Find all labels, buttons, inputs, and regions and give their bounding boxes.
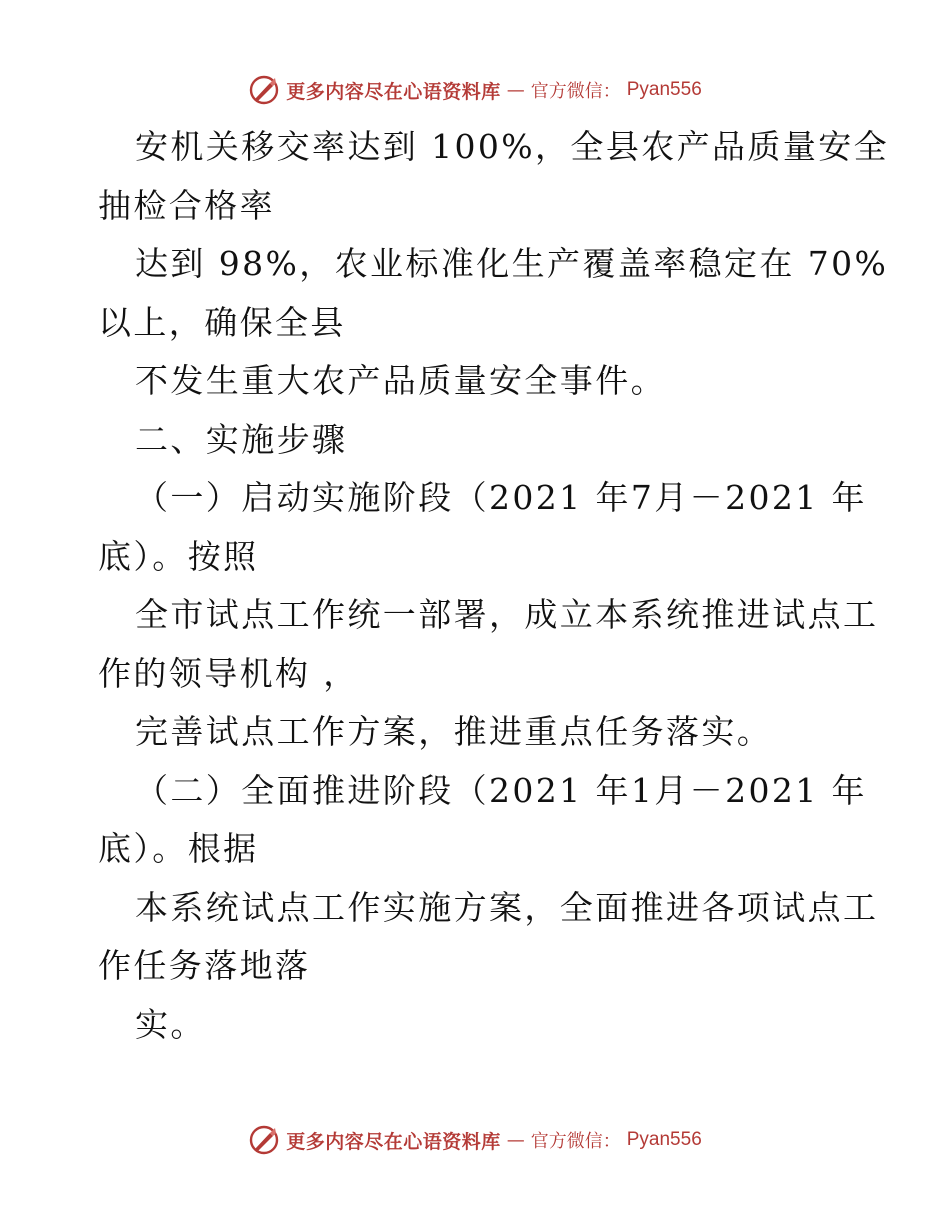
quill-logo-icon — [248, 1124, 280, 1156]
watermark-wechat-id: Pyan556 — [626, 1129, 702, 1150]
body-line: 作任务落地落 — [98, 946, 311, 985]
subsection-heading: （二）全面推进阶段（2021 年1月－2021 年 — [135, 770, 867, 810]
body-line: 完善试点工作方案，推进重点任务落实。 — [135, 712, 773, 751]
body-line: 不发生重大农产品质量安全事件。 — [135, 361, 666, 400]
watermark-wechat-id: Pyan556 — [626, 79, 702, 100]
subsection-heading: （一）启动实施阶段（2021 年7月－2021 年 — [135, 478, 867, 517]
body-line: 本系统试点工作实施方案，全面推进各项试点工 — [135, 887, 879, 927]
body-line: 安机关移交率达到 100%，全县农产品质量安全 — [135, 127, 890, 166]
body-line: 作的领导机构 ， — [98, 653, 359, 693]
footer-watermark-banner — [0, 1120, 950, 1160]
quill-logo-icon — [248, 74, 280, 106]
watermark-separator: — — [506, 79, 525, 101]
watermark-site-name: 更多内容尽在心语资料库 — [286, 80, 501, 103]
body-line: 抽检合格率 — [98, 185, 275, 225]
header-watermark-banner — [0, 70, 950, 110]
body-line: 底）。根据 — [98, 829, 259, 868]
body-line: 达到 98%，农业标准化生产覆盖率稳定在 70% — [135, 244, 889, 283]
body-line: 以上，确保全县 — [98, 302, 346, 342]
watermark-site-name: 更多内容尽在心语资料库 — [286, 1130, 501, 1153]
document-body — [98, 118, 890, 1054]
body-line: 底）。按照 — [98, 536, 259, 576]
section-heading: 二、实施步骤 — [135, 419, 348, 459]
watermark-wechat-label: 官方微信： — [530, 1131, 621, 1152]
body-line: 全市试点工作统一部署，成立本系统推进试点工 — [135, 595, 879, 634]
watermark-separator: — — [506, 1129, 525, 1151]
body-line: 实。 — [135, 1004, 206, 1044]
watermark-wechat-label: 官方微信： — [530, 81, 621, 102]
